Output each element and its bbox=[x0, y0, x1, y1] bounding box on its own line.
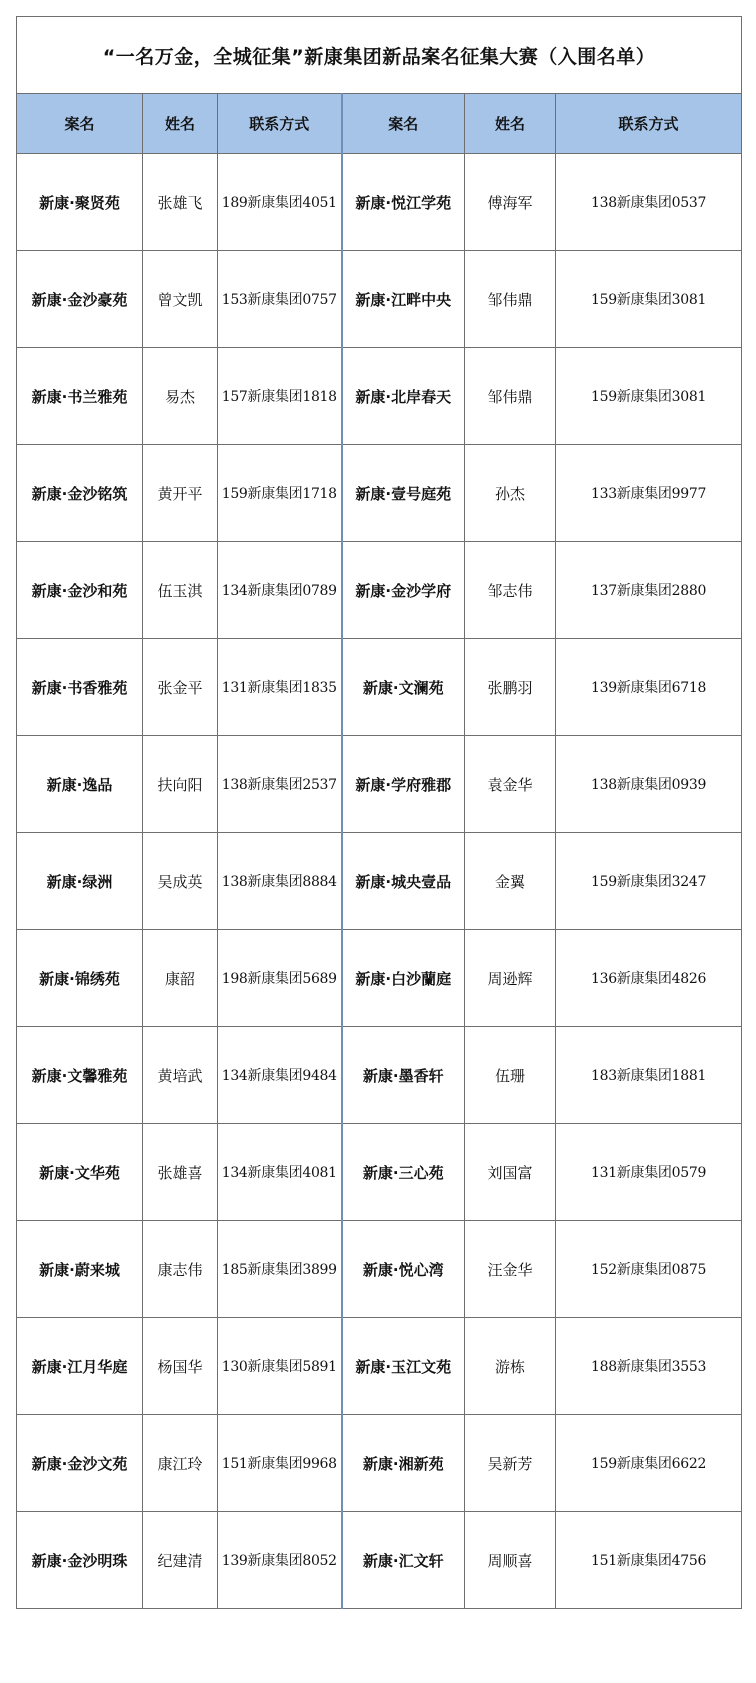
contact-cell: 151新康集团9968 bbox=[218, 1415, 342, 1512]
table-row bbox=[17, 154, 742, 251]
name-cell: 邹志伟 bbox=[465, 542, 556, 639]
contact-cell: 136新康集团4826 bbox=[556, 930, 742, 1027]
table-row bbox=[17, 251, 742, 348]
contact-cell: 189新康集团4051 bbox=[218, 154, 342, 251]
case-cell: 新康·聚贤苑 bbox=[17, 154, 143, 251]
case-cell: 新康·金沙铭筑 bbox=[17, 445, 143, 542]
name-cell: 曾文凯 bbox=[143, 251, 218, 348]
case-cell: 新康·湘新苑 bbox=[342, 1415, 465, 1512]
contact-cell: 131新康集团1835 bbox=[218, 639, 342, 736]
case-cell: 新康·金沙明珠 bbox=[17, 1512, 143, 1609]
contact-cell: 134新康集团4081 bbox=[218, 1124, 342, 1221]
finalist-table bbox=[16, 16, 742, 1609]
name-cell: 杨国华 bbox=[143, 1318, 218, 1415]
case-cell: 新康·白沙蘭庭 bbox=[342, 930, 465, 1027]
case-cell: 新康·金沙和苑 bbox=[17, 542, 143, 639]
case-cell: 新康·墨香轩 bbox=[342, 1027, 465, 1124]
finalist-sheet bbox=[16, 16, 741, 1609]
table-body bbox=[17, 154, 742, 1609]
name-cell: 伍玉淇 bbox=[143, 542, 218, 639]
table-row bbox=[17, 1512, 742, 1609]
case-cell: 新康·玉江文苑 bbox=[342, 1318, 465, 1415]
contact-cell: 157新康集团1818 bbox=[218, 348, 342, 445]
case-cell: 新康·金沙豪苑 bbox=[17, 251, 143, 348]
case-cell: 新康·文澜苑 bbox=[342, 639, 465, 736]
case-cell: 新康·文馨雅苑 bbox=[17, 1027, 143, 1124]
table-row bbox=[17, 348, 742, 445]
contact-cell: 138新康集团0537 bbox=[556, 154, 742, 251]
contact-cell: 159新康集团1718 bbox=[218, 445, 342, 542]
case-cell: 新康·金沙文苑 bbox=[17, 1415, 143, 1512]
contact-cell: 134新康集团9484 bbox=[218, 1027, 342, 1124]
table-row bbox=[17, 1027, 742, 1124]
case-cell: 新康·绿洲 bbox=[17, 833, 143, 930]
contact-cell: 134新康集团0789 bbox=[218, 542, 342, 639]
contact-cell: 138新康集团2537 bbox=[218, 736, 342, 833]
case-cell: 新康·书香雅苑 bbox=[17, 639, 143, 736]
case-cell: 新康·蔚来城 bbox=[17, 1221, 143, 1318]
contact-cell: 139新康集团8052 bbox=[218, 1512, 342, 1609]
name-cell: 张雄飞 bbox=[143, 154, 218, 251]
contact-cell: 159新康集团6622 bbox=[556, 1415, 742, 1512]
name-cell: 周顺喜 bbox=[465, 1512, 556, 1609]
table-row bbox=[17, 1318, 742, 1415]
header-row bbox=[17, 94, 742, 154]
name-cell: 汪金华 bbox=[465, 1221, 556, 1318]
name-cell: 伍珊 bbox=[465, 1027, 556, 1124]
contact-cell: 131新康集团0579 bbox=[556, 1124, 742, 1221]
case-cell: 新康·书兰雅苑 bbox=[17, 348, 143, 445]
contact-cell: 159新康集团3081 bbox=[556, 251, 742, 348]
case-cell: 新康·壹号庭苑 bbox=[342, 445, 465, 542]
contact-cell: 138新康集团0939 bbox=[556, 736, 742, 833]
contact-cell: 159新康集团3081 bbox=[556, 348, 742, 445]
name-cell: 康江玲 bbox=[143, 1415, 218, 1512]
name-cell: 张鹏羽 bbox=[465, 639, 556, 736]
contact-cell: 183新康集团1881 bbox=[556, 1027, 742, 1124]
contact-cell: 159新康集团3247 bbox=[556, 833, 742, 930]
table-row bbox=[17, 542, 742, 639]
table-row bbox=[17, 736, 742, 833]
name-cell: 康韶 bbox=[143, 930, 218, 1027]
name-cell: 游栋 bbox=[465, 1318, 556, 1415]
name-cell: 吴成英 bbox=[143, 833, 218, 930]
case-cell: 新康·江月华庭 bbox=[17, 1318, 143, 1415]
contact-cell: 153新康集团0757 bbox=[218, 251, 342, 348]
name-cell: 张雄喜 bbox=[143, 1124, 218, 1221]
header-name-left: 姓名 bbox=[143, 94, 218, 154]
name-cell: 刘国富 bbox=[465, 1124, 556, 1221]
case-cell: 新康·金沙学府 bbox=[342, 542, 465, 639]
contact-cell: 152新康集团0875 bbox=[556, 1221, 742, 1318]
contact-cell: 151新康集团4756 bbox=[556, 1512, 742, 1609]
case-cell: 新康·城央壹品 bbox=[342, 833, 465, 930]
name-cell: 吴新芳 bbox=[465, 1415, 556, 1512]
table-row bbox=[17, 930, 742, 1027]
table-row bbox=[17, 1221, 742, 1318]
sheet-title: “一名万金，全城征集”新康集团新品案名征集大赛（入围名单） bbox=[17, 17, 742, 94]
name-cell: 张金平 bbox=[143, 639, 218, 736]
contact-cell: 139新康集团6718 bbox=[556, 639, 742, 736]
contact-cell: 198新康集团5689 bbox=[218, 930, 342, 1027]
case-cell: 新康·逸品 bbox=[17, 736, 143, 833]
name-cell: 周逊辉 bbox=[465, 930, 556, 1027]
header-case-right: 案名 bbox=[342, 94, 465, 154]
case-cell: 新康·三心苑 bbox=[342, 1124, 465, 1221]
contact-cell: 188新康集团3553 bbox=[556, 1318, 742, 1415]
name-cell: 孙杰 bbox=[465, 445, 556, 542]
table-row bbox=[17, 639, 742, 736]
name-cell: 傅海军 bbox=[465, 154, 556, 251]
name-cell: 黄培武 bbox=[143, 1027, 218, 1124]
table-row bbox=[17, 833, 742, 930]
case-cell: 新康·学府雅郡 bbox=[342, 736, 465, 833]
header-contact-left: 联系方式 bbox=[218, 94, 342, 154]
header-name-right: 姓名 bbox=[465, 94, 556, 154]
name-cell: 金翼 bbox=[465, 833, 556, 930]
case-cell: 新康·汇文轩 bbox=[342, 1512, 465, 1609]
case-cell: 新康·江畔中央 bbox=[342, 251, 465, 348]
case-cell: 新康·锦绣苑 bbox=[17, 930, 143, 1027]
contact-cell: 130新康集团5891 bbox=[218, 1318, 342, 1415]
name-cell: 扶向阳 bbox=[143, 736, 218, 833]
header-case-left: 案名 bbox=[17, 94, 143, 154]
case-cell: 新康·悦江学苑 bbox=[342, 154, 465, 251]
table-row bbox=[17, 445, 742, 542]
case-cell: 新康·北岸春天 bbox=[342, 348, 465, 445]
name-cell: 邹伟鼎 bbox=[465, 348, 556, 445]
name-cell: 纪建清 bbox=[143, 1512, 218, 1609]
name-cell: 邹伟鼎 bbox=[465, 251, 556, 348]
case-cell: 新康·文华苑 bbox=[17, 1124, 143, 1221]
case-cell: 新康·悦心湾 bbox=[342, 1221, 465, 1318]
contact-cell: 133新康集团9977 bbox=[556, 445, 742, 542]
contact-cell: 137新康集团2880 bbox=[556, 542, 742, 639]
contact-cell: 138新康集团8884 bbox=[218, 833, 342, 930]
contact-cell: 185新康集团3899 bbox=[218, 1221, 342, 1318]
table-row bbox=[17, 1124, 742, 1221]
name-cell: 袁金华 bbox=[465, 736, 556, 833]
name-cell: 黄开平 bbox=[143, 445, 218, 542]
table-row bbox=[17, 1415, 742, 1512]
name-cell: 易杰 bbox=[143, 348, 218, 445]
name-cell: 康志伟 bbox=[143, 1221, 218, 1318]
header-contact-right: 联系方式 bbox=[556, 94, 742, 154]
